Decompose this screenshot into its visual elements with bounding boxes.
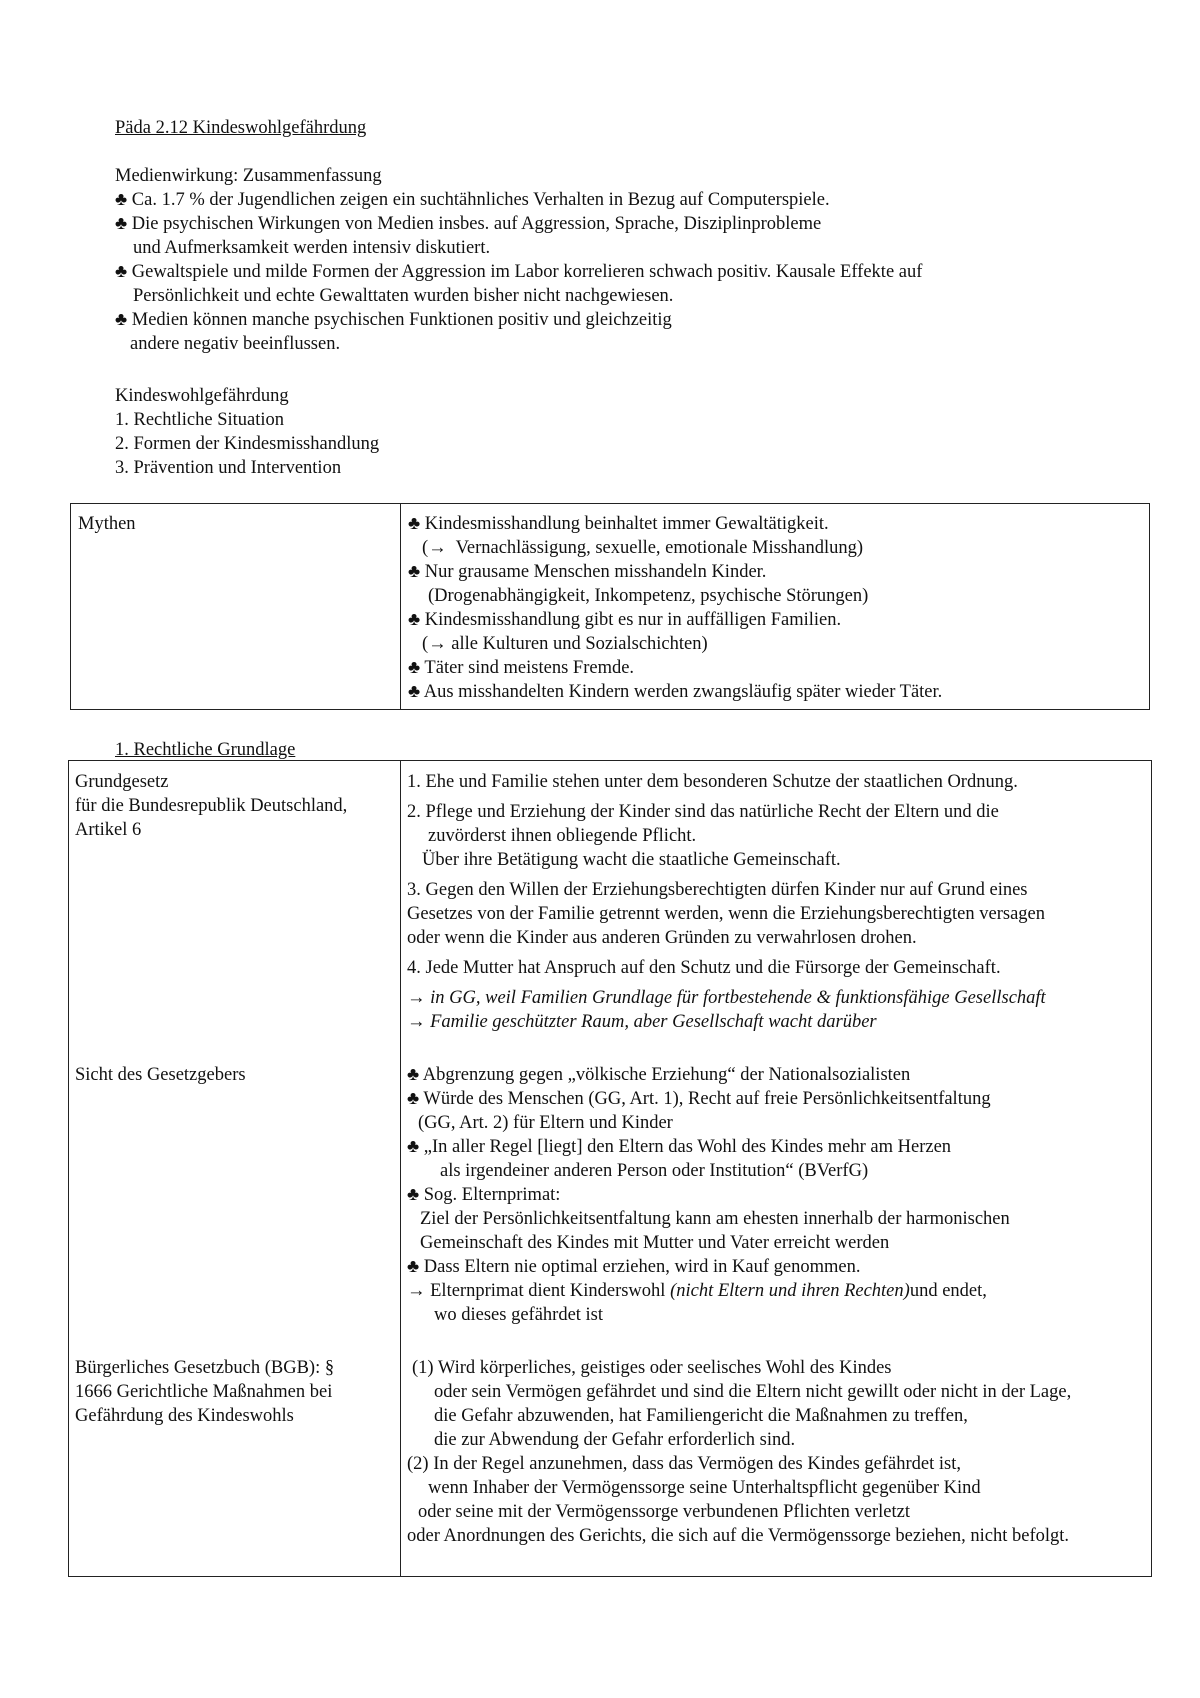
sicht-line: Ziel der Persönlichkeitsentfaltung kann am ehesten innerhalb der harmonischen bbox=[420, 1209, 1010, 1229]
sicht-line: ♣ Abgrenzung gegen „völkische Erziehung“ der Nationalsozialisten bbox=[407, 1065, 911, 1085]
sicht-italic-text: (nicht Eltern und ihren Rechten) bbox=[670, 1281, 910, 1301]
kwg-item: 3. Prävention und Intervention bbox=[115, 458, 342, 478]
gg-conclusion: → Familie geschützter Raum, aber Gesellschaft wacht darüber bbox=[407, 1012, 877, 1032]
bgb-label: Bürgerliches Gesetzbuch (BGB): § bbox=[75, 1358, 335, 1378]
gg-line: 4. Jede Mutter hat Anspruch auf den Schutz und die Fürsorge der Gemeinschaft. bbox=[407, 958, 1001, 978]
gg-line: oder wenn die Kinder aus anderen Gründen zu verwahrlosen drohen. bbox=[407, 928, 917, 948]
sicht-line: Gemeinschaft des Kindes mit Mutter und Vater erreicht werden bbox=[420, 1233, 890, 1253]
mythen-line: (→ alle Kulturen und Sozialschichten) bbox=[422, 634, 708, 654]
bgb-line: oder Anordnungen des Gerichts, die sich auf die Vermögenssorge beziehen, nicht befolgt. bbox=[407, 1526, 1070, 1546]
bgb-line: wenn Inhaber der Vermögenssorge seine Unterhaltspflicht gegenüber Kind bbox=[428, 1478, 981, 1498]
bgb-line: die Gefahr abzuwenden, hat Familiengericht die Maßnahmen zu treffen, bbox=[434, 1406, 968, 1426]
medien-line: ♣ Medien können manche psychischen Funktionen positiv und gleichzeitig bbox=[115, 310, 672, 330]
gg-line: Gesetzes von der Familie getrennt werden, wenn die Erziehungsberechtigten versagen bbox=[407, 904, 1046, 924]
medien-line: und Aufmerksamkeit werden intensiv diskutiert. bbox=[133, 238, 491, 258]
medien-heading: Medienwirkung: Zusammenfassung bbox=[115, 166, 382, 186]
sicht-line: ♣ Dass Eltern nie optimal erziehen, wird in Kauf genommen. bbox=[407, 1257, 861, 1277]
sicht-line: (GG, Art. 2) für Eltern und Kinder bbox=[418, 1113, 673, 1133]
sicht-line: wo dieses gefährdet ist bbox=[434, 1305, 604, 1325]
mythen-line: ♣ Kindesmisshandlung gibt es nur in auffälligen Familien. bbox=[408, 610, 842, 630]
gg-line: 2. Pflege und Erziehung der Kinder sind das natürliche Recht der Eltern und die bbox=[407, 802, 999, 822]
kwg-heading: Kindeswohlgefährdung bbox=[115, 386, 289, 406]
sicht-line: ♣ „In aller Regel [liegt] den Eltern das Wohl des Kindes mehr am Herzen bbox=[407, 1137, 952, 1157]
mythen-label: Mythen bbox=[78, 514, 136, 534]
medien-line: ♣ Die psychischen Wirkungen von Medien insbes. auf Aggression, Sprache, Disziplinprobleme bbox=[115, 214, 822, 234]
mythen-line: ♣ Nur grausame Menschen misshandeln Kinder. bbox=[408, 562, 767, 582]
sicht-text: und endet, bbox=[909, 1281, 987, 1301]
mythen-line: (→ Vernachlässigung, sexuelle, emotionale Misshandlung) bbox=[422, 538, 864, 558]
gg-conclusion: → in GG, weil Familien Grundlage für fortbestehende & funktionsfähige Gesellschaft bbox=[407, 988, 1046, 1008]
mythen-line: ♣ Aus misshandelten Kindern werden zwangsläufig später wieder Täter. bbox=[408, 682, 943, 702]
bgb-line: (2) In der Regel anzunehmen, dass das Vermögen des Kindes gefährdet ist, bbox=[407, 1454, 961, 1474]
gg-label: für die Bundesrepublik Deutschland, bbox=[75, 796, 348, 816]
kwg-item: 1. Rechtliche Situation bbox=[115, 410, 285, 430]
gg-line: zuvörderst ihnen obliegende Pflicht. bbox=[428, 826, 697, 846]
table-divider bbox=[400, 503, 401, 710]
gg-label: Grundgesetz bbox=[75, 772, 169, 792]
medien-line: Persönlichkeit und echte Gewalttaten wurden bisher nicht nachgewiesen. bbox=[133, 286, 674, 306]
mythen-line: ♣ Kindesmisshandlung beinhaltet immer Gewaltätigkeit. bbox=[408, 514, 829, 534]
gg-label: Artikel 6 bbox=[75, 820, 142, 840]
bgb-line: die zur Abwendung der Gefahr erforderlich sind. bbox=[434, 1430, 796, 1450]
bgb-line: (1) Wird körperliches, geistiges oder seelisches Wohl des Kindes bbox=[412, 1358, 892, 1378]
sicht-label: Sicht des Gesetzgebers bbox=[75, 1065, 246, 1085]
medien-line: ♣ Gewaltspiele und milde Formen der Aggression im Labor korrelieren schwach positiv. Kausale Effekte auf bbox=[115, 262, 923, 282]
bgb-label: 1666 Gerichtliche Maßnahmen bei bbox=[75, 1382, 333, 1402]
gg-line: 1. Ehe und Familie stehen unter dem besonderen Schutze der staatlichen Ordnung. bbox=[407, 772, 1018, 792]
medien-line: andere negativ beeinflussen. bbox=[130, 334, 341, 354]
section-heading: 1. Rechtliche Grundlage bbox=[115, 740, 296, 760]
mythen-line: ♣ Täter sind meistens Fremde. bbox=[408, 658, 635, 678]
kwg-item: 2. Formen der Kindesmisshandlung bbox=[115, 434, 380, 454]
bgb-line: oder sein Vermögen gefährdet und sind die Eltern nicht gewillt oder nicht in der Lage, bbox=[434, 1382, 1072, 1402]
sicht-line: als irgendeiner anderen Person oder Institution“ (BVerfG) bbox=[440, 1161, 869, 1181]
sicht-line-mixed bbox=[407, 1279, 987, 1303]
medien-line: ♣ Ca. 1.7 % der Jugendlichen zeigen ein suchtähnliches Verhalten in Bezug auf Computerspiele. bbox=[115, 190, 830, 210]
sicht-line: ♣ Sog. Elternprimat: bbox=[407, 1185, 561, 1205]
bgb-line: oder seine mit der Vermögenssorge verbundenen Pflichten verletzt bbox=[418, 1502, 910, 1522]
gg-line: 3. Gegen den Willen der Erziehungsberechtigten dürfen Kinder nur auf Grund eines bbox=[407, 880, 1028, 900]
page-title: Päda 2.12 Kindeswohlgefährdung bbox=[115, 118, 367, 138]
sicht-line: ♣ Würde des Menschen (GG, Art. 1), Recht auf freie Persönlichkeitsentfaltung bbox=[407, 1089, 991, 1109]
table-divider bbox=[400, 760, 401, 1577]
sicht-text: → Elternprimat dient Kinderswohl bbox=[407, 1281, 671, 1301]
mythen-line: (Drogenabhängigkeit, Inkompetenz, psychische Störungen) bbox=[428, 586, 869, 606]
gg-line: Über ihre Betätigung wacht die staatliche Gemeinschaft. bbox=[422, 850, 841, 870]
bgb-label: Gefährdung des Kindeswohls bbox=[75, 1406, 294, 1426]
